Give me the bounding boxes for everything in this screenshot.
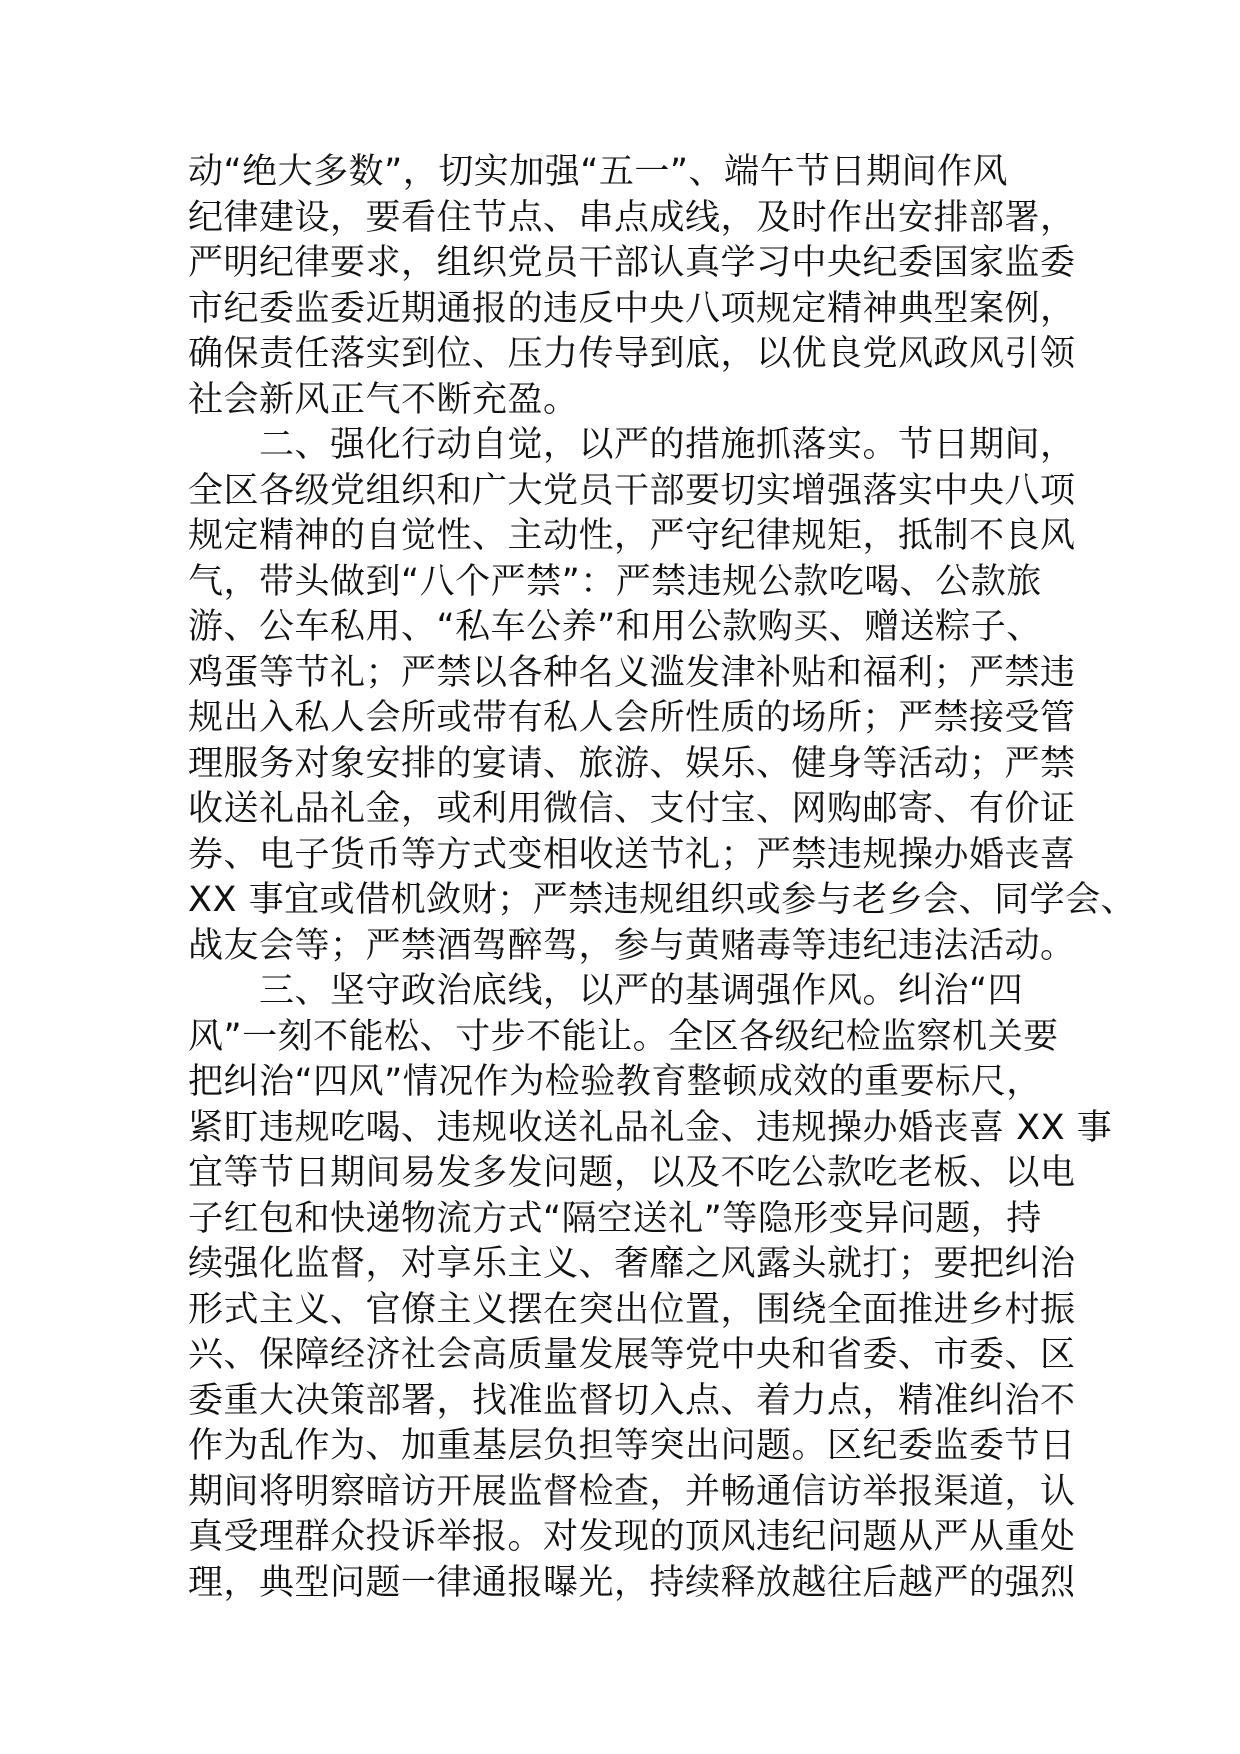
text-line: 宜等节日期间易发多发问题，以及不吃公款吃老板、以电 xyxy=(188,1153,1076,1193)
text-line: 规定精神的自觉性、主动性，严守纪律规矩，抵制不良风 xyxy=(188,516,1076,556)
text-line: XX 事宜或借机敛财；严禁违规组织或参与老乡会、同学会、 xyxy=(188,880,1137,920)
text-run: 纠治“四 xyxy=(898,971,1024,1011)
text-line: 把纠治“四风”情况作为检验教育整顿成效的重要标尺， xyxy=(188,1062,1042,1102)
section-heading-line xyxy=(188,969,1068,1015)
text-run: 节日期间， xyxy=(898,425,1076,465)
text-line: 续强化监督，对享乐主义、奢靡之风露头就打；要把纠治 xyxy=(188,1244,1076,1284)
text-line: 兴、保障经济社会高质量发展等党中央和省委、市委、区 xyxy=(188,1335,1076,1375)
text-line: 真受理群众投诉举报。对发现的顶风违纪问题从严从重处 xyxy=(188,1517,1076,1557)
section-heading-line xyxy=(188,423,1076,469)
text-line: 风”一刻不能松、寸步不能让。全区各级纪检监察机关要 xyxy=(188,1016,1059,1057)
text-line: 社会新风正气不断充盈。 xyxy=(188,379,579,420)
text-line: 规出入私人会所或带有私人会所性质的场所；严禁接受管 xyxy=(188,698,1076,738)
text-line: 委重大决策部署，找准监督切入点、着力点，精准纠治不 xyxy=(188,1380,1076,1421)
text-line: 鸡蛋等节礼；严禁以各种名义滥发津补贴和福利；严禁违 xyxy=(188,652,1076,693)
text-line: 子红包和快递物流方式“隔空送礼”等隐形变异问题，持 xyxy=(188,1198,1042,1239)
text-line: 全区各级党组织和广大党员干部要切实增强落实中央八项 xyxy=(188,470,1076,511)
text-line: 纪律建设，要看住节点、串点成线，及时作出安排部署， xyxy=(188,197,1076,238)
text-line: 紧盯违规吃喝、违规收送礼品礼金、违规操办婚丧喜 XX 事 xyxy=(188,1107,1113,1148)
text-line: 期间将明察暗访开展监督检查，并畅通信访举报渠道，认 xyxy=(188,1471,1076,1512)
text-line: 形式主义、官僚主义摆在突出位置，围绕全面推进乡村振 xyxy=(188,1289,1076,1330)
text-line: 游、公车私用、“私车公养”和用公款购买、赠送粽子、 xyxy=(188,607,1042,647)
section-heading: 三、坚守政治底线，以严的基调强作风。 xyxy=(259,971,899,1011)
text-line: 作为乱作为、加重基层负担等突出问题。区纪委监委节日 xyxy=(188,1426,1076,1466)
text-line: 市纪委监委近期通报的违反中央八项规定精神典型案例， xyxy=(188,288,1076,329)
text-line: 严明纪律要求，组织党员干部认真学习中央纪委国家监委 xyxy=(188,243,1076,283)
section-heading: 二、强化行动自觉，以严的措施抓落实。 xyxy=(259,425,899,465)
text-line: 收送礼品礼金，或利用微信、支付宝、网购邮寄、有价证 xyxy=(188,789,1076,829)
text-line: 确保责任落实到位、压力传导到底，以优良党风政风引领 xyxy=(188,334,1076,374)
text-line: 战友会等；严禁酒驾醉驾，参与黄赌毒等违纪违法活动。 xyxy=(188,925,1076,966)
text-line: 理服务对象安排的宴请、旅游、娱乐、健身等活动；严禁 xyxy=(188,743,1076,784)
body-text xyxy=(188,150,1137,1606)
text-line: 动“绝大多数”，切实加强“五一”、端午节日期间作风 xyxy=(188,152,1009,192)
text-line: 气，带头做到“八个严禁”：严禁违规公款吃喝、公款旅 xyxy=(188,561,1042,602)
text-line: 理，典型问题一律通报曝光，持续释放越往后越严的强烈 xyxy=(188,1562,1076,1603)
text-line: 券、电子货币等方式变相收送节礼；严禁违规操办婚丧喜 xyxy=(188,834,1076,875)
